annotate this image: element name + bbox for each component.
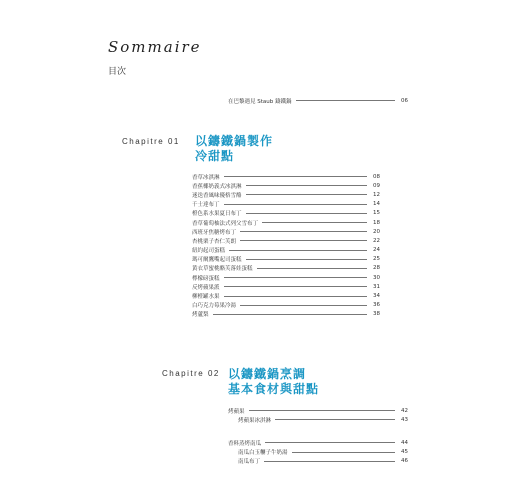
leader-line: [249, 410, 395, 411]
entry-label: 反烤蘋果派: [192, 284, 220, 291]
entry-label: 西班牙焦糖烤布丁: [192, 229, 237, 236]
toc-subtitle: 目次: [108, 67, 127, 77]
entry-label: 紐約起司蛋糕: [192, 248, 226, 255]
toc-row[interactable]: [192, 209, 380, 218]
chapter2-title-line2: 基本食材與甜點: [228, 382, 320, 396]
leader-line: [296, 100, 396, 101]
intro-entry[interactable]: [228, 96, 408, 105]
leader-line: [257, 268, 367, 269]
entry-label: 南瓜布丁: [238, 459, 261, 466]
entry-page: 46: [401, 458, 408, 465]
leader-line: [240, 305, 367, 306]
entry-page: 06: [401, 97, 408, 104]
entry-label: 香料蒸烤南瓜: [228, 440, 262, 447]
entry-label: 柳橙罐水果: [192, 294, 220, 301]
entry-page: 18: [373, 219, 380, 226]
leader-line: [246, 194, 367, 195]
toc-row[interactable]: [192, 301, 380, 310]
entry-page: 36: [373, 302, 380, 309]
toc-row[interactable]: [228, 448, 408, 457]
entry-page: 28: [373, 265, 380, 272]
leader-line: [292, 452, 395, 453]
leader-line: [213, 314, 367, 315]
entry-page: 22: [373, 237, 380, 244]
toc-row[interactable]: [192, 190, 380, 199]
chapter1-entries: [192, 172, 380, 319]
leader-line: [246, 213, 367, 214]
toc-row[interactable]: [192, 255, 380, 264]
leader-line: [224, 296, 367, 297]
leader-line: [265, 442, 395, 443]
entry-label: 烤蘆梨: [192, 312, 209, 319]
chapter1-title-line1: 以鑄鐵鍋製作: [195, 134, 274, 148]
group-spacer: [228, 424, 408, 438]
entry-page: 44: [401, 439, 408, 446]
chapter2-entries: [228, 406, 408, 466]
entry-page: 09: [373, 182, 380, 189]
toc-row[interactable]: [192, 246, 380, 255]
toc-row[interactable]: [192, 200, 380, 209]
chapter1-label: Chapitre 01: [122, 137, 180, 146]
entry-label: 香草葡萄柚法式列父雪布丁: [192, 220, 259, 227]
toc-row[interactable]: [192, 291, 380, 300]
toc-row[interactable]: [228, 406, 408, 415]
entry-label: 千士達布丁: [192, 202, 220, 209]
toc-row[interactable]: [192, 227, 380, 236]
toc-title: Sommaire: [108, 38, 202, 56]
entry-label: 烤蘋果: [228, 408, 245, 415]
chapter2-title: [228, 367, 319, 397]
entry-page: 20: [373, 228, 380, 235]
leader-line: [246, 185, 367, 186]
leader-line: [240, 231, 367, 232]
entry-label: 瑪可爾鷹嘴起司蛋糕: [192, 257, 242, 264]
entry-page: 12: [373, 191, 380, 198]
leader-line: [224, 204, 367, 205]
entry-page: 14: [373, 201, 380, 208]
entry-page: 45: [401, 449, 408, 456]
toc-row[interactable]: [192, 282, 380, 291]
toc-row[interactable]: [228, 415, 408, 424]
entry-page: 31: [373, 283, 380, 290]
leader-line: [229, 250, 367, 251]
chapter1-title: [195, 134, 273, 164]
entry-label: 檸檬磅蛋糕: [192, 275, 220, 282]
entry-label: 香草冰淇淋: [192, 174, 220, 181]
chapter2-title-line1: 以鑄鐵鍋烹調: [228, 367, 307, 381]
leader-line: [275, 419, 395, 420]
entry-label: 杏桃栗子杏仁芙朗: [192, 238, 237, 245]
toc-row[interactable]: [192, 218, 380, 227]
leader-line: [264, 461, 395, 462]
entry-page: 34: [373, 293, 380, 300]
toc-row[interactable]: [192, 236, 380, 245]
entry-label: 香蕉椰奶義式冰淇淋: [192, 183, 242, 190]
entry-label: 南瓜白玉糰子牛奶湯: [238, 450, 288, 457]
leader-line: [224, 176, 367, 177]
entry-label: 在巴黎遇見 Staub 鑄鐵鍋: [228, 98, 292, 105]
entry-page: 43: [401, 416, 408, 423]
entry-label: 黃衣草蜜桃酪芙落娃蛋糕: [192, 266, 253, 273]
leader-line: [262, 222, 367, 223]
toc-row[interactable]: [192, 172, 380, 181]
entry-page: 42: [401, 407, 408, 414]
toc-row[interactable]: [228, 438, 408, 447]
toc-row[interactable]: [192, 264, 380, 273]
toc-row[interactable]: [228, 96, 408, 105]
entry-label: 白巧克力莓果冷湯: [192, 303, 237, 310]
toc-row[interactable]: [228, 457, 408, 466]
entry-page: 24: [373, 247, 380, 254]
chapter1-title-line2: 冷甜點: [195, 149, 235, 163]
entry-page: 38: [373, 311, 380, 318]
entry-label: 烤蘋果冰淇淋: [238, 417, 272, 424]
chapter2-label: Chapitre 02: [162, 369, 220, 378]
leader-line: [224, 277, 367, 278]
entry-label: 橙色系水果夏日布丁: [192, 211, 242, 218]
entry-page: 15: [373, 210, 380, 217]
entry-page: 25: [373, 256, 380, 263]
entry-page: 08: [373, 173, 380, 180]
entry-label: 迷迭香風味優格雪酪: [192, 192, 242, 199]
entry-page: 30: [373, 274, 380, 281]
leader-line: [240, 240, 367, 241]
toc-row[interactable]: [192, 310, 380, 319]
leader-line: [246, 259, 367, 260]
toc-row[interactable]: [192, 181, 380, 190]
toc-row[interactable]: [192, 273, 380, 282]
leader-line: [224, 286, 367, 287]
